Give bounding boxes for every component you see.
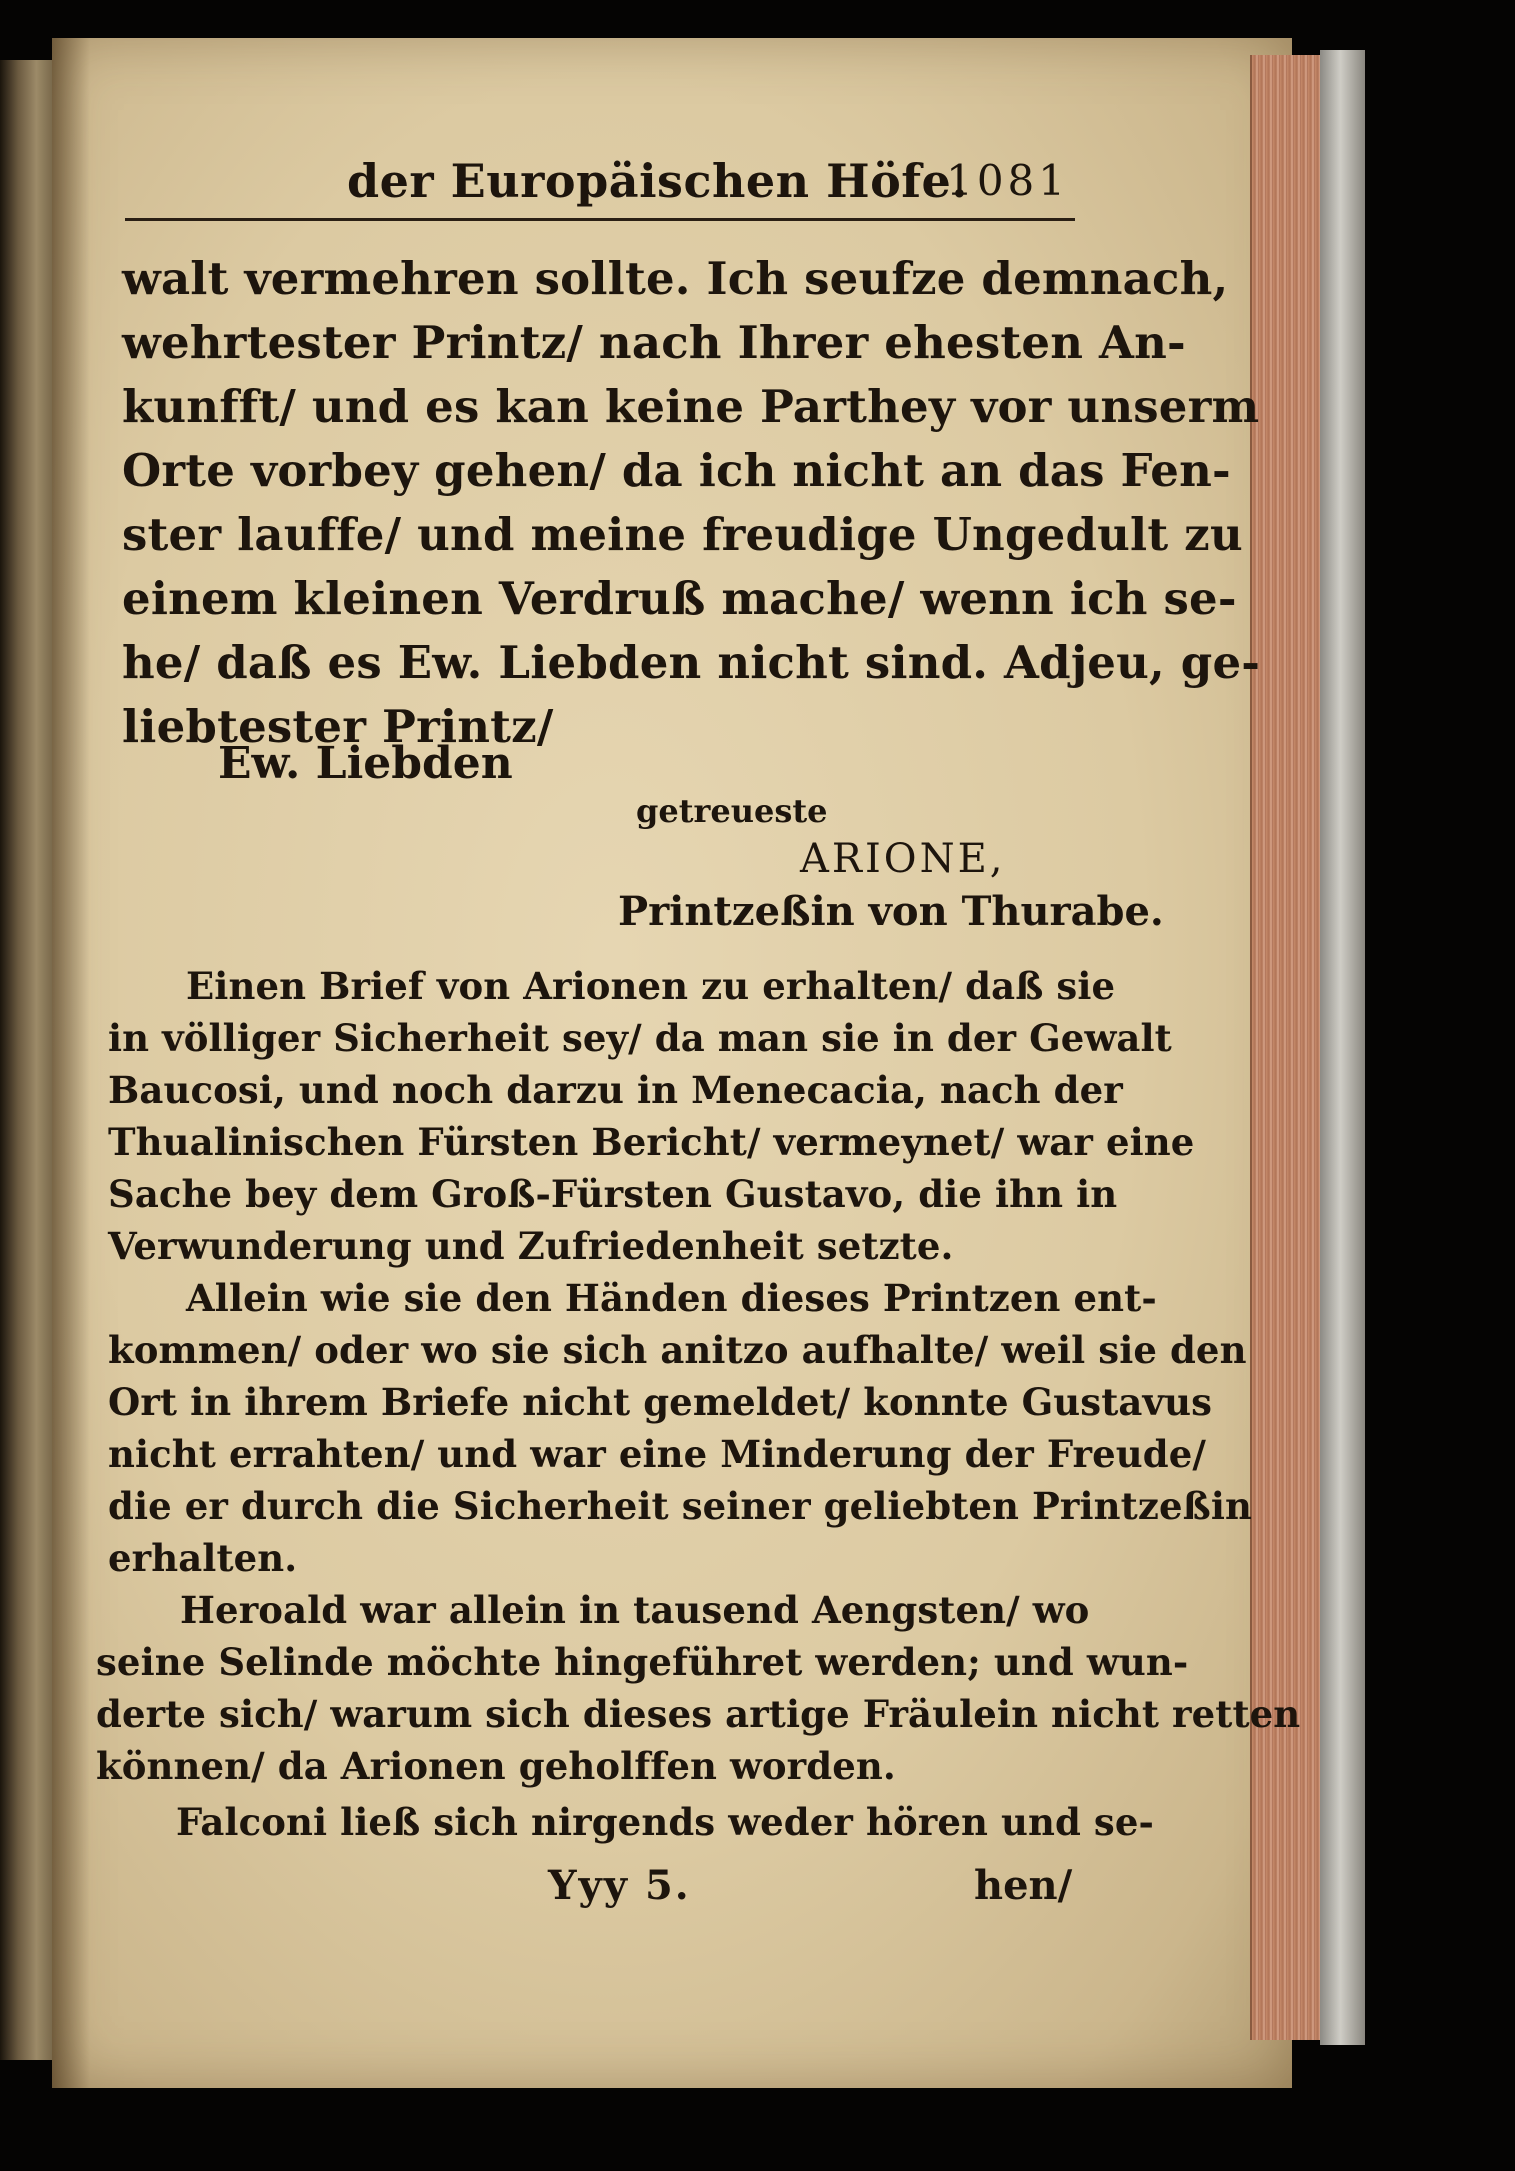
page-number: 1081 <box>946 156 1069 205</box>
text-line: Allein wie sie den Händen dieses Printzen ent- <box>186 1276 1157 1320</box>
text-line: Verwunderung und Zufriedenheit setzte. <box>108 1224 954 1268</box>
text-line: seine Selinde möchte hingeführet werden; und wun- <box>96 1640 1189 1684</box>
text-line: wehrtester Printz/ nach Ihrer ehesten An- <box>122 316 1186 369</box>
text-line: he/ daß es Ew. Liebden nicht sind. Adjeu, ge- <box>122 636 1261 689</box>
text-line: können/ da Arionen geholffen worden. <box>96 1744 896 1788</box>
text-line: Baucosi, und noch darzu in Menecacia, nach der <box>108 1068 1123 1112</box>
signature-title: Printzeßin von Thurabe. <box>618 888 1164 935</box>
text-line: Falconi ließ sich nirgends weder hören und se- <box>176 1800 1154 1844</box>
page-header <box>125 148 1075 221</box>
text-line: erhalten. <box>108 1536 298 1580</box>
signature-mark: Yyy 5. <box>548 1862 691 1909</box>
text-line: nicht errahten/ und war eine Minderung der Freude/ <box>108 1432 1206 1476</box>
text-line: Sache bey dem Groß-Fürsten Gustavo, die ihn in <box>108 1172 1118 1216</box>
text-line: walt vermehren sollte. Ich seufze demnach, <box>122 252 1229 305</box>
text-line: Orte vorbey gehen/ da ich nicht an das Fen- <box>122 444 1231 497</box>
closing: getreueste <box>636 792 828 830</box>
running-head: der Europäischen Höfe. <box>347 154 968 208</box>
catchword: hen/ <box>974 1862 1073 1909</box>
text-line: Heroald war allein in tausend Aengsten/ wo <box>180 1588 1090 1632</box>
text-line: liebtester Printz/ <box>122 700 554 753</box>
text-line: die er durch die Sicherheit seiner geliebten Printzeßin <box>108 1484 1252 1528</box>
text-line: Ort in ihrem Briefe nicht gemeldet/ konnte Gustavus <box>108 1380 1213 1424</box>
salutation: Ew. Liebden <box>218 738 513 789</box>
text-line: derte sich/ warum sich dieses artige Fräulein nicht retten <box>96 1692 1301 1736</box>
text-line: in völliger Sicherheit sey/ da man sie in der Gewalt <box>108 1016 1172 1060</box>
text-line: kommen/ oder wo sie sich anitzo aufhalte/ weil sie den <box>108 1328 1247 1372</box>
text-line: ster lauffe/ und meine freudige Ungedult zu <box>122 508 1243 561</box>
text-line: Einen Brief von Arionen zu erhalten/ daß sie <box>186 964 1116 1008</box>
text-line: Thualinischen Fürsten Bericht/ vermeynet/ war eine <box>108 1120 1195 1164</box>
signature-name: ARIONE, <box>800 836 1006 882</box>
text-line: einem kleinen Verdruß mache/ wenn ich se- <box>122 572 1237 625</box>
text-line: kunfft/ und es kan keine Parthey vor unserm <box>122 380 1260 433</box>
